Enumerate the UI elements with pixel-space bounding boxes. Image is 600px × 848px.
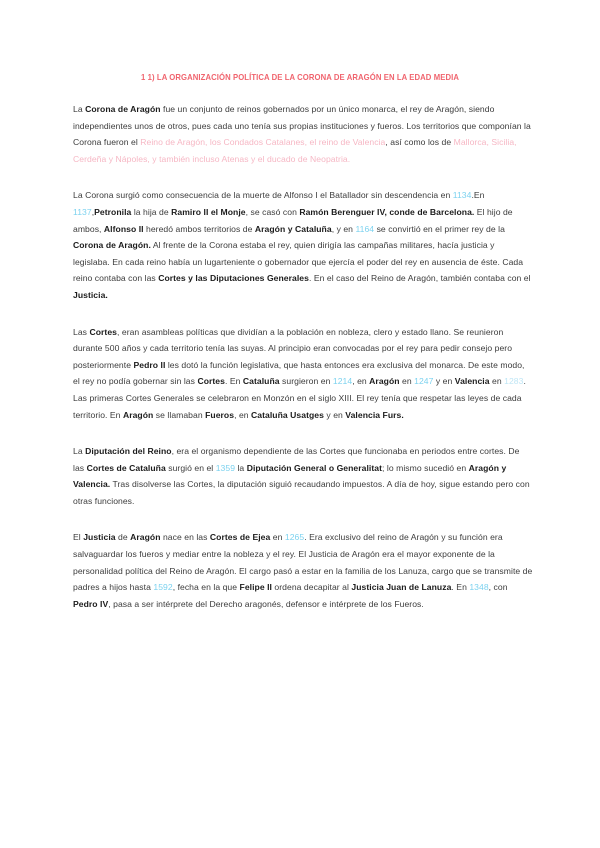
text-run: surgieron en [279,376,333,387]
bold-term: Fueros [205,409,235,420]
text-run: , en [234,409,252,420]
text-run: les dotó la función legislativa, que hasta entonces era exclusiva del monarca. De este modo, el rey no podía gobernar sin las [73,359,525,387]
text-run: Tras disolverse las Cortes, la diputación siguió recaudando impuestos. A día de hoy, sigue estando pero con otras funciones. [73,479,530,506]
bold-term: Corona de Aragón [85,104,161,114]
text-run: Las [73,326,90,337]
bold-term: Cataluña Usatges [251,409,324,420]
text-run: surgió en el [165,462,216,473]
bold-term: Aragón [369,376,400,387]
bold-term: Pedro IV [73,598,109,609]
para-diputacion [73,443,533,509]
bold-term: Petronila [94,206,132,217]
text-run: se llamaban [153,409,206,420]
date-highlight: 1592 [153,582,173,593]
document-body [73,101,533,632]
para-origen [73,187,533,303]
para-corona-intro [73,101,533,167]
bold-term: Justicia Juan de Lanuza [351,582,452,593]
territory-highlight: Mallorca, Sicilia, Cerdeña y Nápoles, y también incluso Atenas y el ducado de Neopatria. [73,137,517,164]
date-highlight: 1348 [469,582,489,593]
bold-term: Aragón [122,409,154,420]
bold-term: Cortes [197,376,225,387]
bold-term: Valencia Furs. [345,409,404,420]
text-run: , [91,206,95,217]
text-run: , pasa a ser intérprete del Derecho aragonés, defensor e intérprete de los Fueros. [108,598,424,609]
date-highlight: 1247 [414,376,434,387]
page-title: 1 1) LA ORGANIZACIÓN POLÍTICA DE LA CORONA DE ARAGÓN EN LA EDAD MEDIA [141,72,459,82]
text-run: ; lo mismo sucedió en [382,462,469,473]
text-run: . En [451,582,470,593]
date-highlight: 1359 [215,462,236,473]
bold-term: Alfonso II [103,223,144,234]
bold-term: Diputación General o Generalitat [246,462,383,473]
date-highlight: 1214 [332,376,353,387]
date-highlight: 1134 [452,190,472,201]
para-cortes [73,324,533,424]
text-run: , con [488,582,508,593]
text-run: en [270,532,285,543]
text-run: fue un conjunto de reinos gobernados por un único monarca, el rey de Aragón, siendo independientes unos de otros, pues cada uno tenía sus propias instituciones y fueros. Los territorios que componían la Corona fueron el [73,104,531,148]
text-run: y en [433,376,455,387]
para-justicia [73,529,533,612]
text-run: ordena decapitar al [271,582,352,593]
text-run: y en [323,409,346,420]
text-run: de [115,532,131,543]
text-run: nace en las [160,532,210,543]
bold-term: Cortes y las Diputaciones Generales [158,273,309,284]
text-run: La Corona surgió como consecuencia de la muerte de Alfonso I el Batallador sin descendencia en [73,190,453,201]
bold-term: Cortes de Cataluña [86,462,166,473]
text-run: en [489,376,505,387]
bold-term: Aragón [130,532,161,543]
territory-highlight: Reino de Aragón, los Condados Catalanes, el reino de Valencia [140,137,386,148]
bold-term: Cortes de Ejea [209,532,271,543]
bold-term: Justicia [83,532,116,543]
bold-term: Corona de Aragón. [73,240,151,251]
bold-term: Aragón y Cataluña [254,223,332,234]
text-run: . Las primeras Cortes Generales se celebraron en Monzón en el siglo XIII. El rey tenía que respetar las leyes de cada territorio. En [73,376,526,420]
bold-term: Ramón Berenguer IV, conde de Barcelona. [299,206,475,217]
text-run: . Era exclusivo del reino de Aragón y su función era salvaguardar los fueros y mediar entre la nobleza y el rey. El Justicia de Aragón era el mayor exponente de la personalidad política del Reino de Aragón. El cargo pasó a estar en la familia de los Lanuza, cargo que se transmite de padres a hijos hasta [73,532,533,593]
text-run: , así como los de [385,137,454,148]
text-run: heredó ambos territorios de [143,223,255,234]
text-run: la [235,462,247,473]
bold-term: Aragón y Valencia. [73,462,507,490]
bold-term: Valencia [454,376,490,387]
text-run: la hija de [131,206,172,217]
bold-term: Diputación del Reino [85,446,172,457]
text-run: . En [224,376,243,387]
text-run: .En [471,190,485,201]
bold-term: Justicia. [73,289,108,300]
text-run: El hijo de ambos, [73,206,513,234]
bold-term: Cataluña [242,376,280,387]
text-run: se convirtió en el primer rey de la [374,223,505,234]
bold-term: Pedro II [133,359,166,370]
date-highlight: 1265 [284,532,305,543]
text-run: , era el organismo dependiente de las Cortes que funcionaba en periodos entre cortes. De las [73,446,520,473]
bold-term: Cortes [89,326,117,337]
text-run: , se casó con [245,206,300,217]
date-highlight: 1283 [504,376,524,387]
bold-term: Felipe II [239,582,272,593]
bold-term: Ramiro II el Monje [171,206,246,217]
date-highlight: 1137 [73,206,92,217]
text-run: , y en [331,223,356,234]
date-highlight: 1164 [355,223,375,234]
text-run: , fecha en la que [172,582,240,593]
text-run: La [73,446,86,457]
text-run: La [73,104,86,114]
text-run: en [399,376,415,387]
text-run: El [73,532,84,543]
text-run: , eran asambleas políticas que dividían a la población en nobleza, clero y estado llano. Se reunieron durante 500 años y cada territorio tenía las suyas. Al principio eran convocadas por el rey para pedir consejo pero posteriormente [73,326,513,370]
text-run: Al frente de la Corona estaba el rey, quien dirigía las campañas militares, hacía justicia y legislaba. En cada reino había un lugarteniente o gobernador que ejercía el poder del rey en ausencia de éste. Cada reino contaba con las [73,240,524,284]
text-run: , en [352,376,370,387]
text-run: . En el caso del Reino de Aragón, también contaba con el [308,273,531,284]
